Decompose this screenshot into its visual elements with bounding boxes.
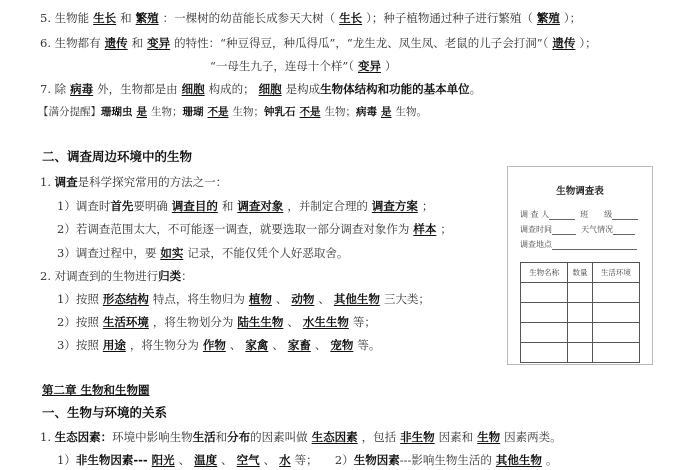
answer-blank: 温度 bbox=[194, 453, 218, 467]
text-line bbox=[57, 337, 380, 353]
key-term: 生态因素： bbox=[54, 430, 113, 444]
text-segment: 环境中影响生物 bbox=[112, 430, 193, 444]
answer-blank: 遗传 bbox=[104, 36, 128, 50]
text-segment: 二、调查周边环境中的生物 bbox=[42, 149, 193, 164]
text-segment: 、 bbox=[263, 453, 276, 467]
survey-table: 生物名称 数量 生活环境 bbox=[520, 262, 640, 363]
text-segment: 生物； bbox=[232, 106, 264, 118]
answer-blank: 生长 bbox=[339, 11, 363, 25]
key-term: 生物体结构和功能的基本单位 bbox=[320, 82, 470, 96]
text-line bbox=[42, 405, 167, 421]
answer-blank: 细胞 bbox=[258, 82, 282, 96]
answer-blank: 变异 bbox=[147, 36, 171, 50]
text-segment: 【满分提醒】 bbox=[38, 106, 101, 118]
text-segment: 和 bbox=[221, 199, 234, 213]
answer-blank: 水 bbox=[279, 453, 291, 467]
answer-blank: 生态因素 bbox=[311, 430, 358, 444]
text-line bbox=[40, 35, 597, 51]
answer-blank: 水生生物 bbox=[302, 315, 349, 329]
text-segment: 生物； bbox=[324, 106, 356, 118]
text-segment: 记录，不能仅凭个人好恶取舍。 bbox=[187, 246, 349, 260]
answer-blank: 不是 bbox=[207, 106, 229, 118]
text-segment: ）； bbox=[563, 11, 582, 25]
survey-field-row: 调 查 人 班 级 bbox=[520, 209, 638, 220]
text-segment: 和 bbox=[215, 430, 228, 444]
answer-blank: 空气 bbox=[236, 453, 260, 467]
text-segment: “一母生九子，连母十个样”（ bbox=[210, 59, 355, 73]
text-segment: 要明确 bbox=[133, 199, 168, 213]
answer-blank: 繁殖 bbox=[536, 11, 560, 25]
text-segment: 3）调查过程中，要 bbox=[57, 246, 157, 260]
text-segment: ，并制定合理的 bbox=[287, 199, 368, 213]
text-segment: 等。 bbox=[357, 338, 381, 352]
text-line bbox=[38, 104, 427, 120]
text-segment: 外，生物都是由 bbox=[97, 82, 178, 96]
text-line bbox=[40, 429, 562, 445]
text-line bbox=[57, 245, 348, 261]
text-line bbox=[42, 382, 150, 398]
text-segment: 等； 2） bbox=[294, 453, 354, 467]
key-term: 病毒 bbox=[356, 106, 377, 118]
answer-blank: 用途 bbox=[102, 338, 126, 352]
text-segment: 、 bbox=[314, 338, 327, 352]
answer-blank: 是 bbox=[136, 106, 147, 118]
text-segment: ，包括 bbox=[361, 430, 397, 444]
answer-blank: 宠物 bbox=[330, 338, 354, 352]
text-segment: 、 bbox=[229, 338, 242, 352]
text-segment: 三大类； bbox=[383, 292, 430, 306]
answer-blank: 动物 bbox=[291, 292, 315, 306]
text-line bbox=[42, 149, 192, 165]
text-line bbox=[57, 452, 557, 468]
text-segment: 构成的； bbox=[208, 82, 255, 96]
answer-blank: 家畜 bbox=[287, 338, 311, 352]
text-segment: 3）按照 bbox=[57, 338, 99, 352]
text-segment: 、 bbox=[275, 292, 288, 306]
answer-blank: 作物 bbox=[202, 338, 226, 352]
text-line bbox=[57, 314, 376, 330]
key-term: 珊瑚 bbox=[182, 106, 204, 118]
answer-blank: 细胞 bbox=[181, 82, 205, 96]
text-line bbox=[40, 268, 193, 284]
text-segment: 5. 生物能 bbox=[40, 11, 90, 25]
answer-blank: 陆生生物 bbox=[237, 315, 284, 329]
survey-title: 生物调查表 bbox=[556, 186, 604, 197]
answer-blank: 非生物 bbox=[400, 430, 435, 444]
answer-blank: 样本 bbox=[413, 222, 437, 236]
text-segment: 是科学探究常用的方法之一： bbox=[77, 175, 228, 189]
text-segment: 、 bbox=[287, 315, 299, 329]
text-line bbox=[210, 58, 397, 74]
text-segment: 1） bbox=[57, 453, 76, 467]
text-segment: 2. 对调查到的生物进行 bbox=[40, 269, 159, 283]
text-segment: 1）按照 bbox=[57, 292, 99, 306]
text-segment: 因素和 bbox=[438, 430, 474, 444]
text-line bbox=[57, 198, 433, 214]
text-segment: ，将生物分为 bbox=[129, 338, 199, 352]
text-segment: 第二章 生物和生物圈 bbox=[42, 383, 150, 397]
text-segment: 1）调查时 bbox=[57, 199, 111, 213]
answer-blank: 家禽 bbox=[245, 338, 269, 352]
text-segment: 、 bbox=[318, 292, 330, 306]
key-term: 生活 bbox=[192, 430, 216, 444]
text-segment: 、 bbox=[272, 338, 284, 352]
text-segment: 2）按照 bbox=[57, 315, 99, 329]
key-term: 珊瑚虫 bbox=[101, 106, 133, 118]
text-segment: ）； bbox=[579, 36, 597, 50]
answer-blank: 生活环境 bbox=[102, 315, 149, 329]
answer-blank: 遗传 bbox=[552, 36, 576, 50]
text-segment: ； bbox=[440, 222, 452, 236]
text-line bbox=[40, 174, 227, 190]
text-segment: 、 bbox=[178, 453, 191, 467]
answer-blank: 调查目的 bbox=[171, 199, 218, 213]
survey-field-row: 调查地点 bbox=[520, 239, 637, 250]
key-term: 钟乳石 bbox=[264, 106, 296, 118]
text-segment: ）；种子植物通过种子进行繁殖（ bbox=[366, 11, 533, 25]
survey-form-figure bbox=[507, 166, 653, 365]
key-term: 归类 bbox=[158, 269, 182, 283]
key-term: 调查 bbox=[54, 175, 78, 189]
answer-blank: 植物 bbox=[248, 292, 272, 306]
answer-blank: 病毒 bbox=[70, 82, 94, 96]
text-segment: 生物； bbox=[151, 106, 183, 118]
answer-blank: 生物 bbox=[477, 430, 501, 444]
text-segment: 1. bbox=[40, 430, 55, 444]
answer-blank: 调查方案 bbox=[371, 199, 418, 213]
answer-blank: 其他生物 bbox=[495, 453, 542, 467]
text-segment: 1. bbox=[40, 175, 55, 189]
key-term: 首先 bbox=[110, 199, 134, 213]
text-segment: ：一棵树的幼苗能长成参天大树（ bbox=[162, 11, 336, 25]
text-line bbox=[40, 81, 481, 97]
answer-blank: 如实 bbox=[160, 246, 184, 260]
answer-blank: 形态结构 bbox=[102, 292, 149, 306]
answer-blank: 调查对象 bbox=[237, 199, 284, 213]
text-segment: 是构成 bbox=[285, 82, 321, 96]
text-segment: 2）若调查范围太大，不可能逐一调查，就要选取一部分调查对象作为 bbox=[57, 222, 410, 236]
text-segment: 一、生物与环境的关系 bbox=[42, 405, 168, 420]
text-segment: 、 bbox=[221, 453, 233, 467]
key-term: 非生物因素--- bbox=[75, 453, 148, 467]
text-line bbox=[57, 221, 452, 237]
survey-field-row: 调查时间 天气情况 bbox=[520, 224, 635, 235]
text-line bbox=[57, 291, 430, 307]
text-segment: ： bbox=[181, 269, 193, 283]
answer-blank: 不是 bbox=[299, 106, 321, 118]
text-segment: 和 bbox=[131, 36, 144, 50]
text-segment: 7. 除 bbox=[40, 82, 67, 96]
text-segment: 生物。 bbox=[395, 106, 427, 118]
text-segment: ； bbox=[421, 199, 434, 213]
text-segment: 和 bbox=[120, 11, 132, 25]
text-segment: 因素两类。 bbox=[504, 430, 562, 444]
answer-blank: 变异 bbox=[358, 59, 382, 73]
key-term: 生物因素 bbox=[353, 453, 400, 467]
text-segment: ） bbox=[385, 59, 397, 73]
text-segment: 等； bbox=[352, 315, 376, 329]
answer-blank: 繁殖 bbox=[135, 11, 159, 25]
text-segment: 6. 生物都有 bbox=[40, 36, 101, 50]
text-segment: 。 bbox=[545, 453, 558, 467]
text-segment: 的因素叫做 bbox=[250, 430, 308, 444]
answer-blank: 阳光 bbox=[151, 453, 175, 467]
answer-blank: 是 bbox=[381, 106, 392, 118]
text-segment: 的特性：“种豆得豆，种瓜得瓜”，“龙生龙、凤生凤、老鼠的儿子会打洞”（ bbox=[174, 36, 549, 50]
answer-blank: 生长 bbox=[93, 11, 117, 25]
text-line bbox=[40, 10, 581, 26]
text-segment: 特点，将生物归为 bbox=[152, 292, 245, 306]
text-segment: ，将生物划分为 bbox=[152, 315, 234, 329]
text-segment: ---影响生物生活的 bbox=[399, 453, 492, 467]
answer-blank: 其他生物 bbox=[333, 292, 380, 306]
text-segment: 。 bbox=[469, 82, 482, 96]
key-term: 分布 bbox=[227, 430, 251, 444]
